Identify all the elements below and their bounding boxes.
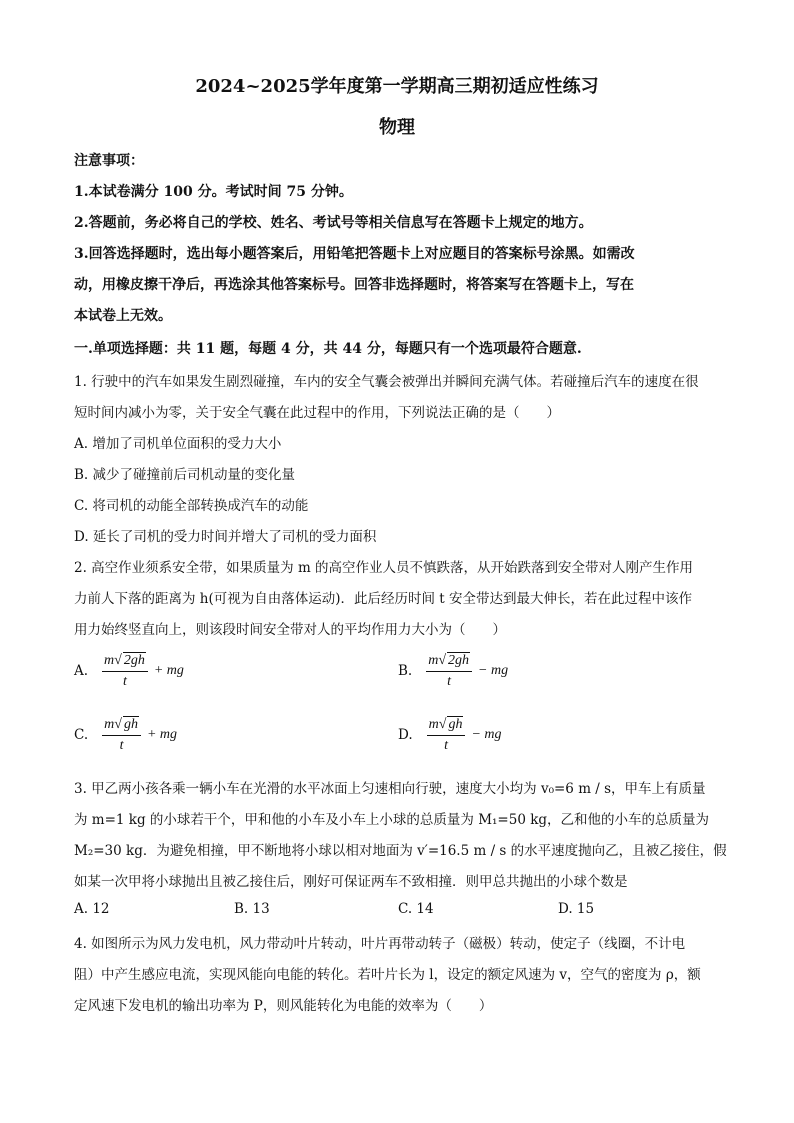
q4-line-1: 4. 如图所示为风力发电机，风力带动叶片转动，叶片再带动转子（磁极）转动，使定子（线圈，不计电 <box>74 936 686 952</box>
fraction: $\frac{m√ gh}{t}$ <box>102 716 141 754</box>
q2-line-1: 2. 高空作业须系安全带，如果质量为 m 的高空作业人员不慎跌落，从开始跌落到安全带对人刚产生作用 <box>74 560 694 576</box>
note-item-3-line-2: 动，用橡皮擦干净后，再选涂其他答案标号。回答非选择题时，将答案写在答题卡上，写在 <box>74 277 634 293</box>
q4-line-3: 定风速下发电机的输出功率为 P，则风能转化为电能的效率为（ ） <box>74 998 493 1014</box>
note-item-3-line-1: 3.回答选择题时，选出每小题答案后，用铅笔把答题卡上对应题目的答案标号涂黑。如需改 <box>74 246 635 262</box>
option-tail: − mg <box>478 663 509 678</box>
option-tail: + mg <box>153 663 184 678</box>
option-tail: − mg <box>471 727 502 742</box>
q3-option-b: B. 13 <box>234 901 270 917</box>
q2-option-b <box>398 652 508 690</box>
fraction: $\frac{m√ gh}{t}$ <box>427 716 466 754</box>
option-label: A. <box>74 663 89 679</box>
fraction: $\frac{m√ 2gh}{t}$ <box>426 652 472 690</box>
q2-line-3: 用力始终竖直向上，则该段时间安全带对人的平均作用力大小为（ ） <box>74 622 506 638</box>
q1-option-d: D. 延长了司机的受力时间并增大了司机的受力面积 <box>74 529 377 545</box>
q2-option-a <box>74 652 184 690</box>
option-label: C. <box>74 727 89 743</box>
q2-option-c <box>74 716 177 754</box>
q3-line-3: M₂=30 kg．为避免相撞，甲不断地将小球以相对地面为 v′=16.5 m / s 的水平速度抛向乙，且被乙接住，假 <box>74 843 727 859</box>
q1-line-1: 1. 行驶中的汽车如果发生剧烈碰撞，车内的安全气囊会被弹出并瞬间充满气体。若碰撞后汽车的速度在很 <box>74 374 699 390</box>
subject-title: 物理 <box>379 117 415 138</box>
q2-option-d <box>398 716 502 754</box>
fraction: $\frac{m√ 2gh}{t}$ <box>102 652 148 690</box>
q2-line-2: 力前人下落的距离为 h(可视为自由落体运动)．此后经历时间 t 安全带达到最大伸长，若在此过程中该作 <box>74 591 693 607</box>
q1-option-c: C. 将司机的动能全部转换成汽车的动能 <box>74 498 309 514</box>
notes-heading: 注意事项： <box>74 153 144 169</box>
q3-option-a: A. 12 <box>74 901 110 917</box>
note-item-3-line-3: 本试卷上无效。 <box>74 308 172 324</box>
q4-line-2: 阻）中产生感应电流，实现风能向电能的转化。若叶片长为 l，设定的额定风速为 v，空气的密度为 ρ，额 <box>74 967 701 983</box>
q1-option-b: B. 减少了碰撞前后司机动量的变化量 <box>74 467 296 483</box>
q3-line-2: 为 m=1 kg 的小球若干个，甲和他的小车及小车上小球的总质量为 M₁=50 kg，乙和他的小车的总质量为 <box>74 812 710 828</box>
q3-line-1: 3. 甲乙两小孩各乘一辆小车在光滑的水平冰面上匀速相向行驶，速度大小均为 v₀=6 m / s，甲车上有质量 <box>74 781 706 797</box>
note-item-1: 1.本试卷满分 100 分。考试时间 75 分钟。 <box>74 184 353 200</box>
exam-title: 2024~2025学年度第一学期高三期初适应性练习 <box>195 76 599 97</box>
option-tail: + mg <box>146 727 178 742</box>
option-label: B. <box>398 663 413 679</box>
option-label: D. <box>398 727 413 743</box>
q1-option-a: A. 增加了司机单位面积的受力大小 <box>74 436 282 452</box>
section-1-heading: 一.单项选择题：共 11 题，每题 4 分，共 44 分，每题只有一个选项最符合题意. <box>74 341 582 357</box>
note-item-2: 2.答题前，务必将自己的学校、姓名、考试号等相关信息写在答题卡上规定的地方。 <box>74 215 593 231</box>
q1-line-2: 短时间内减小为零，关于安全气囊在此过程中的作用，下列说法正确的是（ ） <box>74 405 560 421</box>
q3-line-4: 如某一次甲将小球抛出且被乙接住后，刚好可保证两车不致相撞．则甲总共抛出的小球个数是 <box>74 874 628 890</box>
q3-option-d: D. 15 <box>558 901 595 917</box>
q3-option-c: C. 14 <box>398 901 434 917</box>
